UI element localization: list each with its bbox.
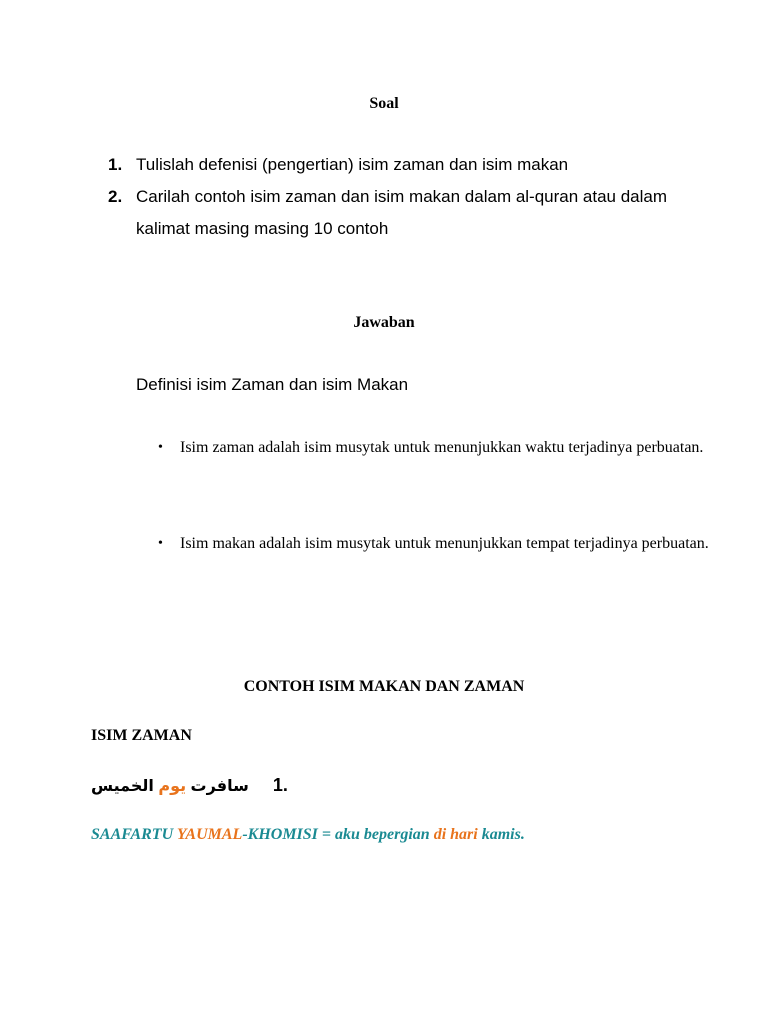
question-number: 2. (108, 187, 123, 206)
question-text: Tulislah defenisi (pengertian) isim zaman dan isim makan (136, 155, 569, 174)
question-item-1 (108, 149, 668, 181)
translit-part-4: di hari (433, 826, 478, 843)
arabic-suffix: الخميس (91, 778, 159, 795)
question-number: 1. (108, 155, 123, 174)
translit-part-3: -KHOMISI = aku bepergian (242, 826, 434, 843)
transliteration-line (91, 826, 525, 844)
heading-jawaban: Jawaban (353, 314, 415, 331)
translit-part-2: YAUMAL (176, 826, 243, 843)
example-number: .1 (272, 775, 288, 795)
section-isim-zaman: ISIM ZAMAN (91, 727, 192, 744)
definition-title: Definisi isim Zaman dan isim Makan (136, 375, 409, 394)
example-arabic-text (91, 776, 249, 796)
bullet-item-2 (158, 528, 718, 560)
bullet-text: Isim zaman adalah isim musytak untuk menunjukkan waktu terjadinya perbuatan. (180, 439, 704, 456)
bullet-text: Isim makan adalah isim musytak untuk menunjukkan tempat terjadinya perbuatan. (180, 535, 709, 552)
arabic-highlight: يوم (158, 778, 187, 795)
heading-soal: Soal (369, 95, 399, 112)
translit-part-5: kamis. (477, 826, 525, 843)
arabic-prefix: سافرت (186, 778, 249, 795)
section-contoh: CONTOH ISIM MAKAN DAN ZAMAN (243, 678, 525, 695)
bullet-item-1 (158, 432, 718, 464)
bullet-dot: • (158, 440, 163, 455)
bullet-dot: • (158, 536, 163, 551)
translit-part-1: SAAFARTU (91, 826, 177, 843)
example-arabic-line (91, 775, 288, 796)
question-item-2 (108, 181, 668, 245)
question-text: Carilah contoh isim zaman dan isim makan dalam al-quran atau dalam kalimat masing masing 10 contoh (136, 187, 668, 238)
